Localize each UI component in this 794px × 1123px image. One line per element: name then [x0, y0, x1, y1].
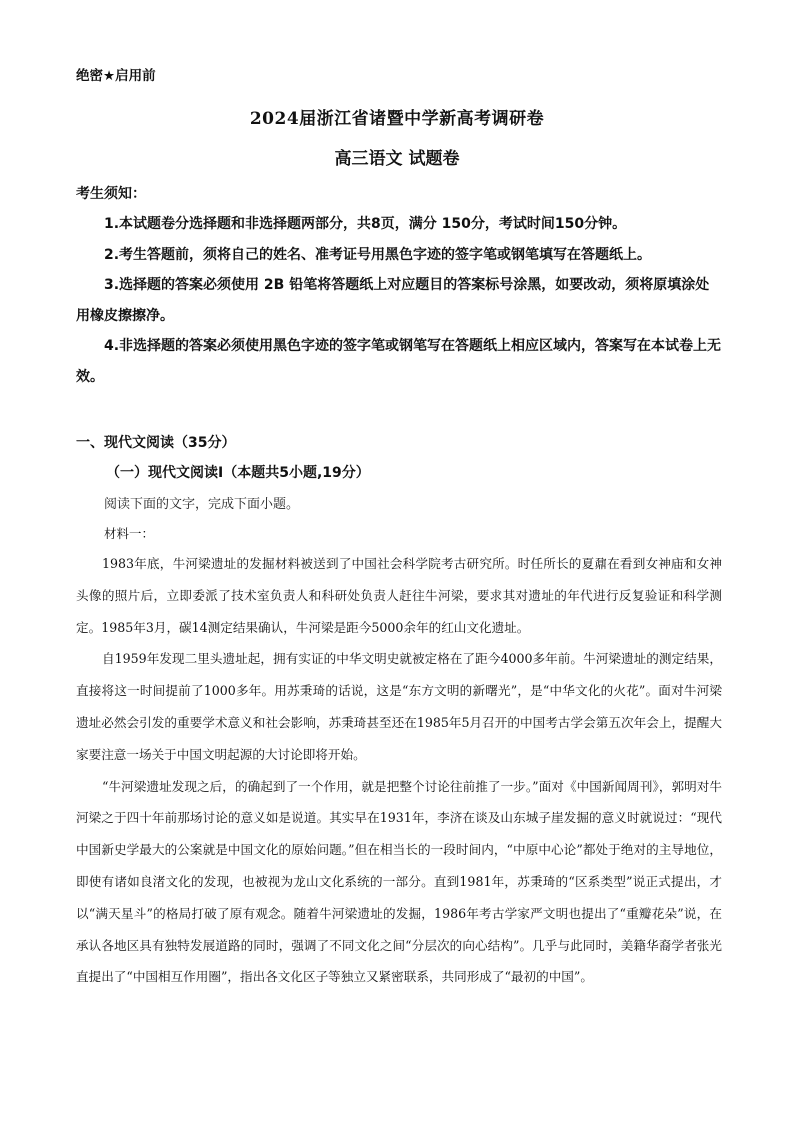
material-label: 材料一：	[104, 526, 155, 541]
confidential-label: 绝密★启用前	[76, 68, 156, 84]
notice-item: 3.选择题的答案必须使用 2B 铅笔将答题纸上对应题目的答案标号涂黑，如要改动，须将原填涂处用橡皮擦擦净。	[76, 277, 710, 324]
passage-paragraph: “牛河梁遗址发现之后，的确起到了一个作用，就是把整个讨论往前推了一步。”面对《中国新闻周刊》，郭明对牛河梁之于四十年前那场讨论的意义如是说道。其实早在1931年，李济在谈及山东城子崖发掘的意义时就说过：“现代中国新史学最大的公案就是中国文化的原始问题。”但在相当长的一段时间内，“中原中心论”都处于绝对的主导地位，即使有诸如良渚文化的发现，也被视为龙山文化系统的一部分。直到1981年，苏秉琦的“区系类型”说正式提出，才以“满天星斗”的格局打破了原有观念。随着牛河梁遗址的发掘，1986年考古学家严文明也提出了“重瓣花朵”说，在承认各地区具有独特发展道路的同时，强调了不同文化之间“分层次的向心结构”。几乎与此同时，美籍华裔学者张光直提出了“中国相互作用圈”，指出各文化区子等独立又紧密联系，共同形成了“最初的中国”。	[76, 778, 722, 985]
reading-instruction: 阅读下面的文字，完成下面小题。	[104, 497, 300, 512]
exam-title: 2024届浙江省诸暨中学新高考调研卷	[249, 109, 545, 129]
section-title: 一、现代文阅读（35分）	[76, 435, 236, 451]
passage-paragraph: 自1959年发现二里头遗址起，拥有实证的中华文明史就被定格在了距今4000多年前。牛河梁遗址的测定结果，直接将这一时间提前了1000多年。用苏秉琦的话说，这是“东方文明的新曙光”，是“中华文化的火花”。面对牛河梁遗址必然会引发的重要学术意义和社会影响，苏秉琦甚至还在1985年5月召开的中国考古学会第五次年会上，提醒大家要注意一场关于中国文明起源的大讨论即将开始。	[76, 651, 722, 762]
subsection-title: （一）现代文阅读Ⅰ（本题共5小题,19分）	[106, 465, 370, 481]
notice-item: 2.考生答题前，须将自己的姓名、准考证号用黑色字迹的签字笔或钢笔填写在答题纸上。	[104, 246, 652, 263]
notice-heading: 考生须知：	[76, 186, 146, 202]
passage-body	[76, 548, 722, 993]
notice-list	[76, 209, 722, 392]
notice-item: 1.本试题卷分选择题和非选择题两部分，共8页，满分 150分，考试时间150分钟。	[104, 216, 627, 232]
passage-paragraph: 1983年底，牛河梁遗址的发掘材料被送到了中国社会科学院考古研究所。时任所长的夏鼐在看到女神庙和女神头像的照片后，立即委派了技术室负责人和科研处负责人赶往牛河梁，要求其对遗址的年代进行反复验证和科学测定。1985年3月，碳14测定结果确认，牛河梁是距今5000余年的红山文化遗址。	[76, 556, 722, 635]
notice-item: 4.非选择题的答案必须使用黑色字迹的签字笔或钢笔写在答题纸上相应区域内，答案写在本试卷上无效。	[76, 338, 722, 385]
exam-subtitle: 高三语文 试题卷	[334, 149, 460, 169]
